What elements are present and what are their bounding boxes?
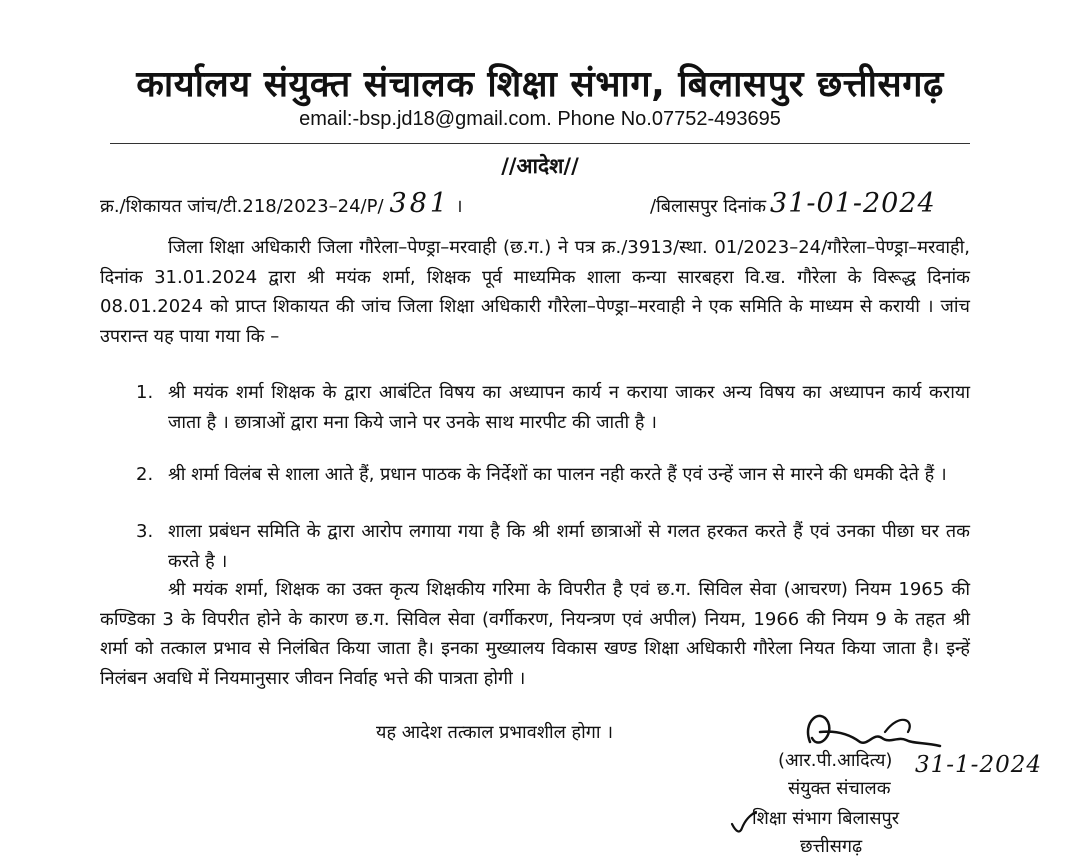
finding-item: शाला प्रबंधन समिति के द्वारा आरोप लगाया गया है कि श्री शर्मा छात्राओं से गलत हरकत करते हैं एवं उनका पीछा घर तक करते है । <box>168 521 970 572</box>
reference-prefix: क्र./शिकायत जांच/टी.218/2023–24/P/ <box>100 196 384 217</box>
order-heading: //आदेश// <box>501 154 579 178</box>
finding-number: 3. <box>136 521 154 542</box>
signatory-office: शिक्षा संभाग बिलासपुर <box>752 808 900 829</box>
header-divider <box>110 143 970 144</box>
place-date-line <box>650 188 936 219</box>
finding-number: 2. <box>136 464 154 485</box>
reference-line <box>100 188 463 219</box>
signatory-designation: संयुक्त संचालक <box>788 778 891 799</box>
paragraph-complaint-intro: जिला शिक्षा अधिकारी जिला गौरेला–पेण्ड्रा–मरवाही (छ.ग.) ने पत्र क्र./3913/स्था. 01/2023–24/गौरेला–पेण्ड्रा–मरवाही, दिनांक 31.01.2024 द्वारा श्री मयंक शर्मा, शिक्षक पूर्व माध्यमिक शाला कन्या सारबहरा वि.ख. गौरेला के विरूद्ध दिनांक 08.01.2024 को प्राप्त शिकायत की जांच जिला शिक्षा अधिकारी गौरेला–पेण्ड्रा–मरवाही ने एक समिति के माध्यम से करायी । जांच उपरान्त यह पाया गया कि – <box>100 237 970 347</box>
office-title: कार्यालय संयुक्त संचालक शिक्षा संभाग, बिलासपुर छत्तीसगढ़ <box>136 64 944 105</box>
handwritten-issue-date: 31-01-2024 <box>770 188 936 219</box>
ref-danda: । <box>450 196 463 217</box>
finding-item: श्री शर्मा विलंब से शाला आते हैं, प्रधान पाठक के निर्देशों का पालन नही करते हैं एवं उन्हें जान से मारने की धमकी देते हैं । <box>168 464 947 485</box>
paragraph-suspension-order: श्री मयंक शर्मा, शिक्षक का उक्त कृत्य शिक्षकीय गरिमा के विपरीत है एवं छ.ग. सिविल सेवा (आचरण) नियम 1965 की कण्डिका 3 के विपरीत होने के कारण छ.ग. सिविल सेवा (वर्गीकरण, नियन्त्रण एवं अपील) नियम, 1966 की नियम 9 के तहत श्री शर्मा को तत्काल प्रभाव से निलंबित किया जाता है। इनका मुख्यालय विकास खण्ड शिक्षा अधिकारी गौरेला नियत किया जाता है। इन्हें निलंबन अवधि में नियमानुसार जीवन निर्वाह भत्ते की पात्रता होगी । <box>100 579 970 689</box>
handwritten-reference-number: 381 <box>389 188 451 219</box>
closing-statement: यह आदेश तत्काल प्रभावशील होगा । <box>376 722 614 743</box>
finding-item: श्री मयंक शर्मा शिक्षक के द्वारा आबंटित विषय का अध्यापन कार्य न कराया जाकर अन्य विषय का अध्यापन कार्य कराया जाता है । छात्राओं द्वारा मना किये जाने पर उनके साथ मारपीट की जाती है । <box>168 382 970 433</box>
finding-number: 1. <box>136 382 154 403</box>
contact-line: email:-bsp.jd18@gmail.com. Phone No.07752-493695 <box>299 108 781 130</box>
signatory-name: (आर.पी.आदित्य) <box>778 750 893 771</box>
signature-handwritten-date: 31-1-2024 <box>915 752 1042 778</box>
signatory-state: छत्तीसगढ़ <box>800 836 863 857</box>
place-date-prefix: /बिलासपुर दिनांक <box>650 196 767 217</box>
